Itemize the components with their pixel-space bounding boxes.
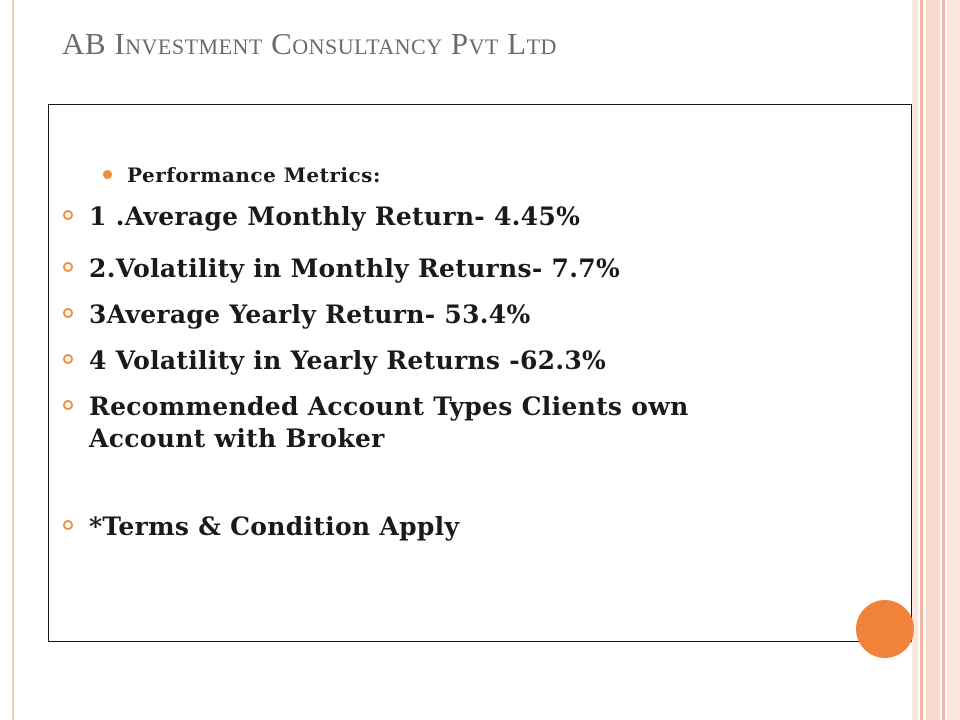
list-item [89,201,889,233]
list-item [89,253,889,285]
filled-dot-bullet-icon [103,170,112,179]
list-item-text: 3Average Yearly Return- 53.4% [89,300,531,329]
stripe [942,0,945,720]
right-decorative-stripes [912,0,960,720]
hollow-circle-bullet-icon [63,520,73,530]
list-item-text: 2.Volatility in Monthly Returns- 7.7% [89,254,620,283]
list-item [89,345,889,377]
list-item-text: 4 Volatility in Yearly Returns -62.3% [89,346,607,375]
stripe [947,0,960,720]
stripe [912,0,918,720]
hollow-circle-bullet-icon [63,262,73,272]
hollow-circle-bullet-icon [63,210,73,220]
list-item-text: Recommended Account Types Clients own Account with Broker [89,392,689,453]
list-item [89,391,809,455]
hollow-circle-bullet-icon [63,308,73,318]
stripe [920,0,923,720]
orange-circle-decoration [856,600,914,658]
slide-title: AB Investment Consultancy Pvt Ltd [62,26,557,61]
list-item [89,299,889,331]
left-decorative-line [12,0,14,720]
list-item-text: 1 .Average Monthly Return- 4.45% [89,202,581,231]
sub-heading: Performance Metrics: [127,163,381,187]
hollow-circle-bullet-icon [63,354,73,364]
hollow-circle-bullet-icon [63,400,73,410]
stripe [926,0,940,720]
list-item [89,511,889,543]
list-item-text: *Terms & Condition Apply [89,512,460,541]
bullet-list [89,201,889,543]
content-box [48,104,912,642]
